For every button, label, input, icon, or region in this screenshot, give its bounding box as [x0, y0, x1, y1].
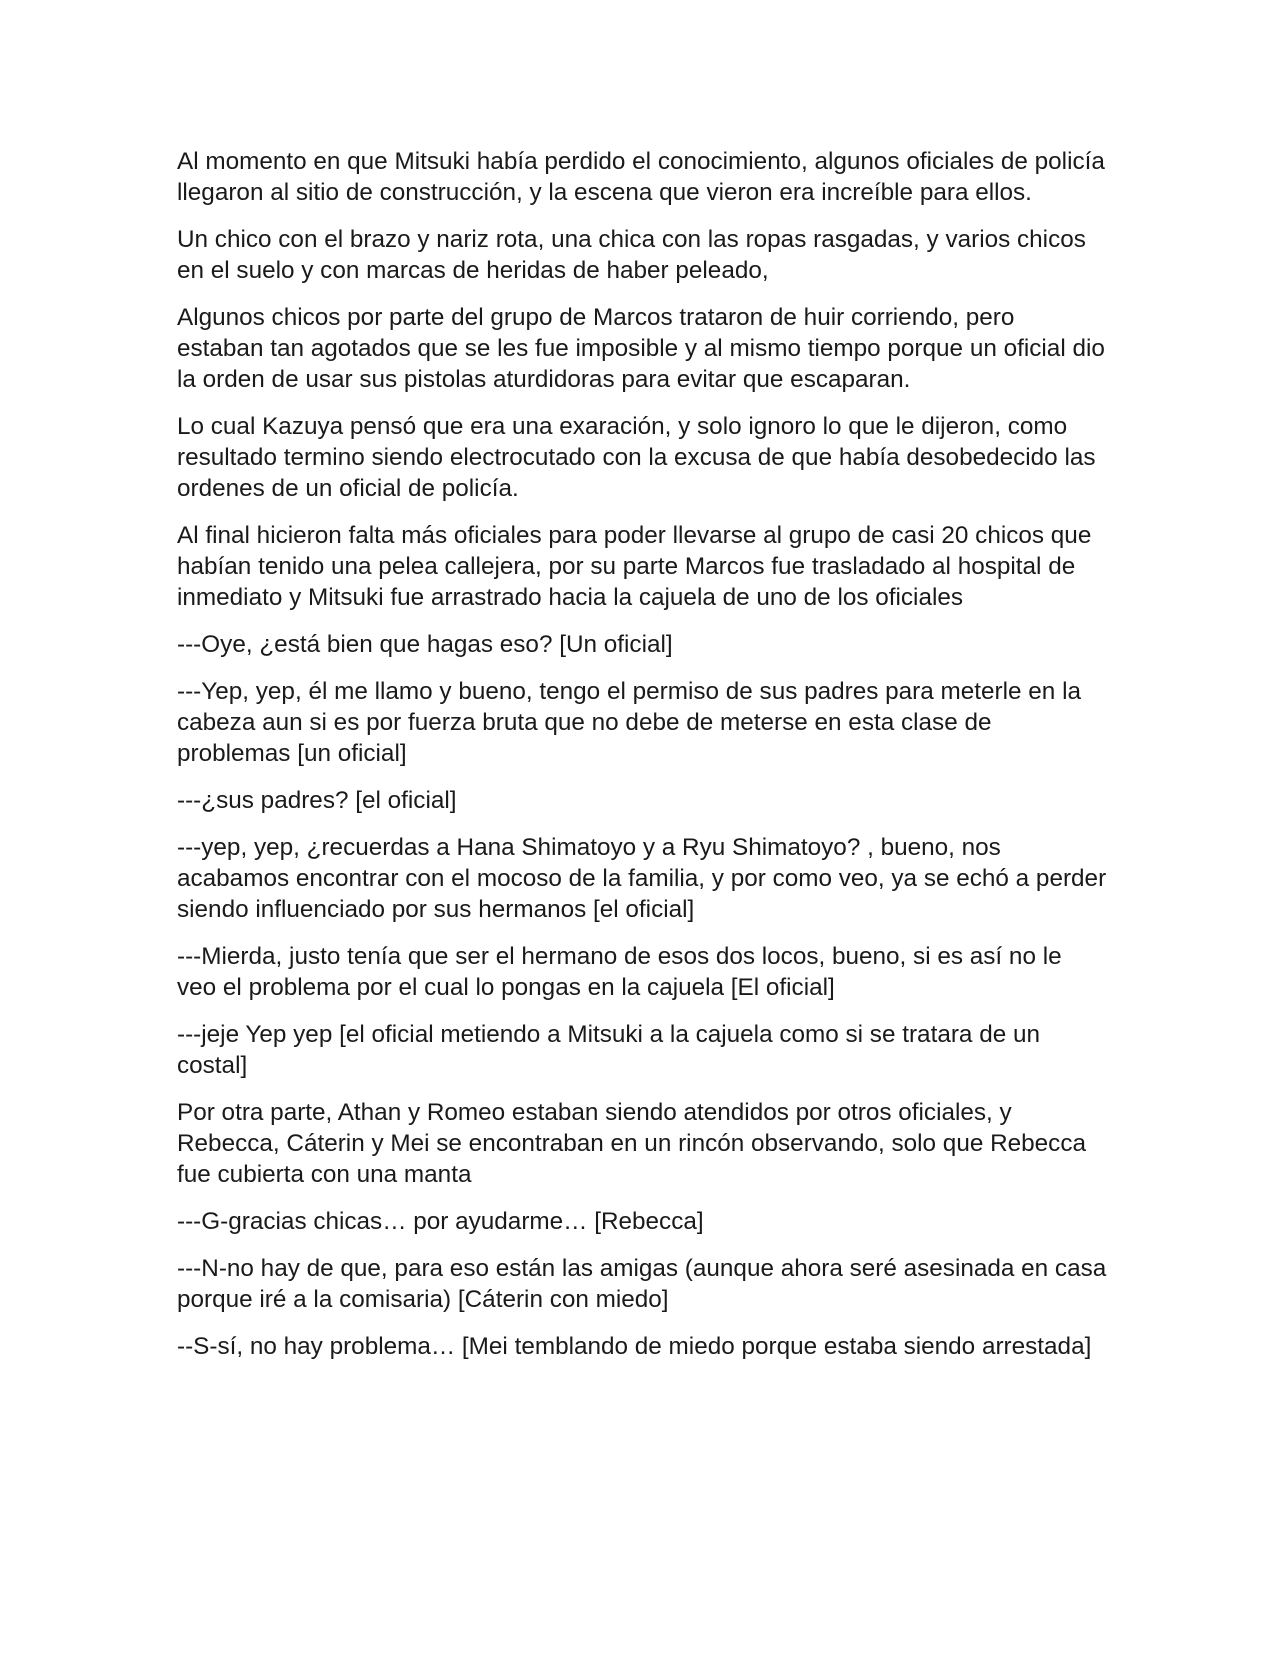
paragraph: Al final hicieron falta más oficiales para poder llevarse al grupo de casi 20 chicos que habían tenido una pelea callejera, por su parte Marcos fue trasladado al hospital de inmediato y Mitsuki fue arrastrado hacia la cajuela de uno de los oficiales: [177, 522, 1092, 611]
dialogue-line: --S-sí, no hay problema… [Mei temblando de miedo porque estaba siendo arrestada]: [177, 1333, 1092, 1360]
paragraph: Lo cual Kazuya pensó que era una exaración, y solo ignoro lo que le dijeron, como resultado termino siendo electrocutado con la excusa de que había desobedecido las ordenes de un oficial de policía.: [177, 413, 1096, 502]
dialogue-line: ---yep, yep, ¿recuerdas a Hana Shimatoyo y a Ryu Shimatoyo? , bueno, nos acabamos encontrar con el mocoso de la familia, y por como veo, ya se echó a perder siendo influenciado por sus hermanos [el oficial]: [177, 834, 1107, 923]
dialogue-line: ---G-gracias chicas… por ayudarme… [Rebecca]: [177, 1208, 704, 1235]
paragraph: Al momento en que Mitsuki había perdido el conocimiento, algunos oficiales de policía llegaron al sitio de construcción, y la escena que vieron era increíble para ellos.: [177, 148, 1105, 206]
paragraph: Por otra parte, Athan y Romeo estaban siendo atendidos por otros oficiales, y Rebecca, Cáterin y Mei se encontraban en un rincón observando, solo que Rebecca fue cubierta con una manta: [177, 1099, 1086, 1188]
dialogue-line: ---Mierda, justo tenía que ser el hermano de esos dos locos, bueno, si es así no le veo el problema por el cual lo pongas en la cajuela [El oficial]: [177, 943, 1062, 1001]
paragraph: Algunos chicos por parte del grupo de Marcos trataron de huir corriendo, pero estaban tan agotados que se les fue imposible y al mismo tiempo porque un oficial dio la orden de usar sus pistolas aturdidoras para evitar que escaparan.: [177, 304, 1105, 393]
paragraph: Un chico con el brazo y nariz rota, una chica con las ropas rasgadas, y varios chicos en el suelo y con marcas de heridas de haber peleado,: [177, 226, 1086, 284]
document-body: [177, 146, 1107, 1378]
dialogue-line: ---N-no hay de que, para eso están las amigas (aunque ahora seré asesinada en casa porque iré a la comisaria) [Cáterin con miedo]: [177, 1255, 1107, 1313]
dialogue-line: ---Oye, ¿está bien que hagas eso? [Un oficial]: [177, 631, 673, 658]
dialogue-line: ---jeje Yep yep [el oficial metiendo a Mitsuki a la cajuela como si se tratara de un costal]: [177, 1021, 1040, 1079]
dialogue-line: ---Yep, yep, él me llamo y bueno, tengo el permiso de sus padres para meterle en la cabeza aun si es por fuerza bruta que no debe de meterse en esta clase de problemas [un oficial]: [177, 678, 1081, 767]
dialogue-line: ---¿sus padres? [el oficial]: [177, 787, 457, 814]
